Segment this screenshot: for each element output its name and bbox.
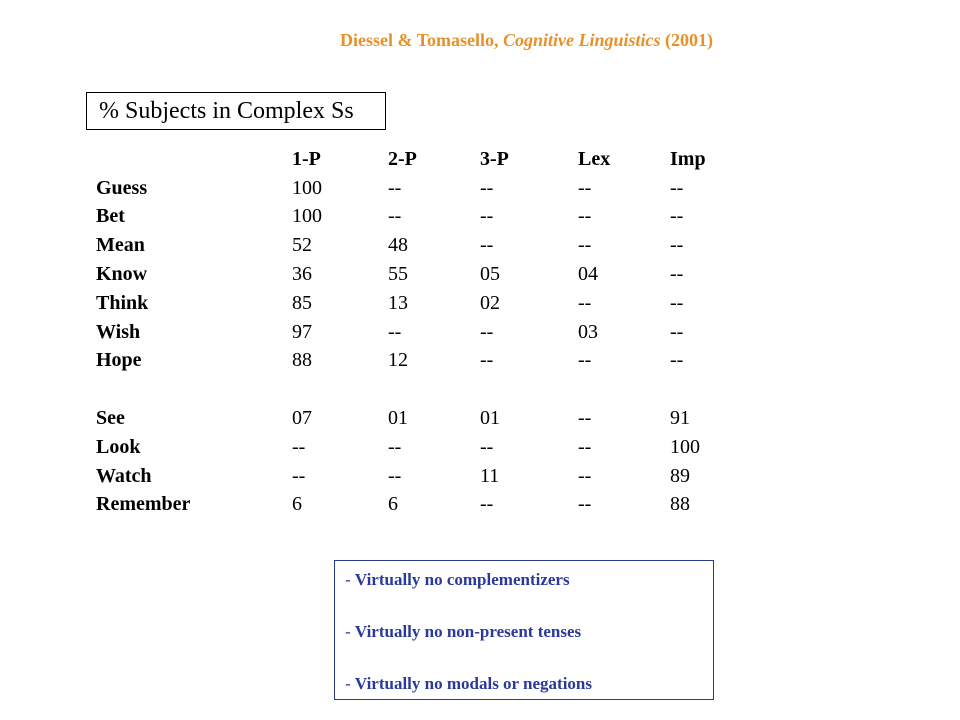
note-dash: - [345, 570, 355, 589]
row-label: Look [96, 435, 141, 458]
table-row [96, 174, 730, 203]
table-cell: 01 [480, 407, 500, 430]
row-label: Watch [96, 464, 152, 487]
table-header-row [96, 145, 730, 174]
row-label: Bet [96, 205, 125, 228]
note-text: Virtually no modals or negations [354, 674, 593, 693]
note-dash: - [345, 674, 355, 693]
row-label: Hope [96, 349, 142, 372]
note-dash: - [345, 622, 355, 641]
table-cell: 13 [388, 291, 408, 314]
table-cell: -- [578, 234, 592, 257]
column-header: Lex [578, 147, 611, 170]
table-row [96, 404, 730, 433]
table-row [96, 462, 730, 491]
table-cell: -- [480, 234, 494, 257]
table-row [96, 347, 730, 376]
row-label: Wish [96, 320, 141, 343]
row-label: Mean [96, 234, 145, 257]
group-spacer-row [96, 375, 730, 404]
table-cell: -- [578, 435, 592, 458]
column-header: 3-P [480, 147, 509, 170]
notes-box [334, 560, 714, 700]
table-cell: 36 [292, 263, 312, 286]
table-cell: -- [388, 320, 402, 343]
table-cell: 97 [292, 320, 312, 343]
table-cell: 55 [388, 263, 408, 286]
table-cell: 01 [388, 407, 408, 430]
row-label: See [96, 407, 125, 430]
table-cell: -- [292, 464, 306, 487]
table-body [96, 174, 730, 520]
row-label: Remember [96, 493, 191, 516]
table-cell: -- [670, 176, 684, 199]
table-cell: 88 [670, 493, 690, 516]
table-cell: 6 [388, 493, 398, 516]
table-row [96, 203, 730, 232]
table-cell: -- [388, 205, 402, 228]
column-header: 1-P [292, 147, 321, 170]
table-cell: -- [670, 291, 684, 314]
table-cell: -- [578, 493, 592, 516]
table-cell: 89 [670, 464, 690, 487]
row-label: Know [96, 263, 148, 286]
table-cell: -- [388, 435, 402, 458]
table-cell: 02 [480, 291, 500, 314]
row-label: Think [96, 291, 149, 314]
table-cell: 03 [578, 320, 598, 343]
column-header: Imp [670, 147, 706, 170]
spacer-cell [96, 375, 730, 404]
table-cell: 85 [292, 291, 312, 314]
table-cell: -- [480, 176, 494, 199]
table-row [96, 433, 730, 462]
table-cell: 100 [292, 176, 322, 199]
table-cell: -- [578, 291, 592, 314]
table-cell: -- [578, 407, 592, 430]
table-cell: -- [670, 263, 684, 286]
table-cell: -- [480, 435, 494, 458]
page-title: % Subjects in Complex Ss [86, 92, 386, 130]
citation-journal: Cognitive Linguistics [503, 30, 661, 50]
data-table [96, 145, 730, 519]
table-cell: -- [480, 493, 494, 516]
citation [340, 30, 713, 51]
table-row [96, 491, 730, 520]
citation-authors: Diessel & Tomasello, [340, 30, 504, 50]
note-text: Virtually no complementizers [354, 570, 570, 589]
note-item [345, 569, 713, 595]
table-cell: 04 [578, 263, 598, 286]
table-cell: -- [670, 234, 684, 257]
table-cell: 07 [292, 407, 312, 430]
note-text: Virtually no non-present tenses [354, 622, 582, 641]
table-cell: 52 [292, 234, 312, 257]
table-row [96, 318, 730, 347]
table-cell: 12 [388, 349, 408, 372]
table-cell: -- [480, 349, 494, 372]
table-cell: 100 [670, 435, 700, 458]
table-cell: 05 [480, 263, 500, 286]
table-cell: -- [578, 464, 592, 487]
table-cell: 88 [292, 349, 312, 372]
table-cell: 11 [480, 464, 500, 487]
row-label: Guess [96, 176, 148, 199]
header-empty-cell [96, 145, 292, 174]
citation-year: (2001) [660, 30, 714, 50]
column-header: 2-P [388, 147, 417, 170]
table-row [96, 289, 730, 318]
table-cell: 48 [388, 234, 408, 257]
table-cell: 91 [670, 407, 690, 430]
table-row [96, 231, 730, 260]
table-row [96, 260, 730, 289]
table-cell: -- [578, 205, 592, 228]
table-cell: -- [388, 176, 402, 199]
table-cell: -- [670, 320, 684, 343]
table-cell: -- [578, 349, 592, 372]
table-cell: 100 [292, 205, 322, 228]
table-cell: -- [578, 176, 592, 199]
table-cell: -- [480, 320, 494, 343]
table-cell: -- [670, 205, 684, 228]
note-item [345, 621, 713, 647]
table-cell: -- [670, 349, 684, 372]
table-cell: -- [388, 464, 402, 487]
table-cell: -- [292, 435, 306, 458]
note-item [345, 673, 713, 699]
table-cell: -- [480, 205, 494, 228]
table-cell: 6 [292, 493, 302, 516]
